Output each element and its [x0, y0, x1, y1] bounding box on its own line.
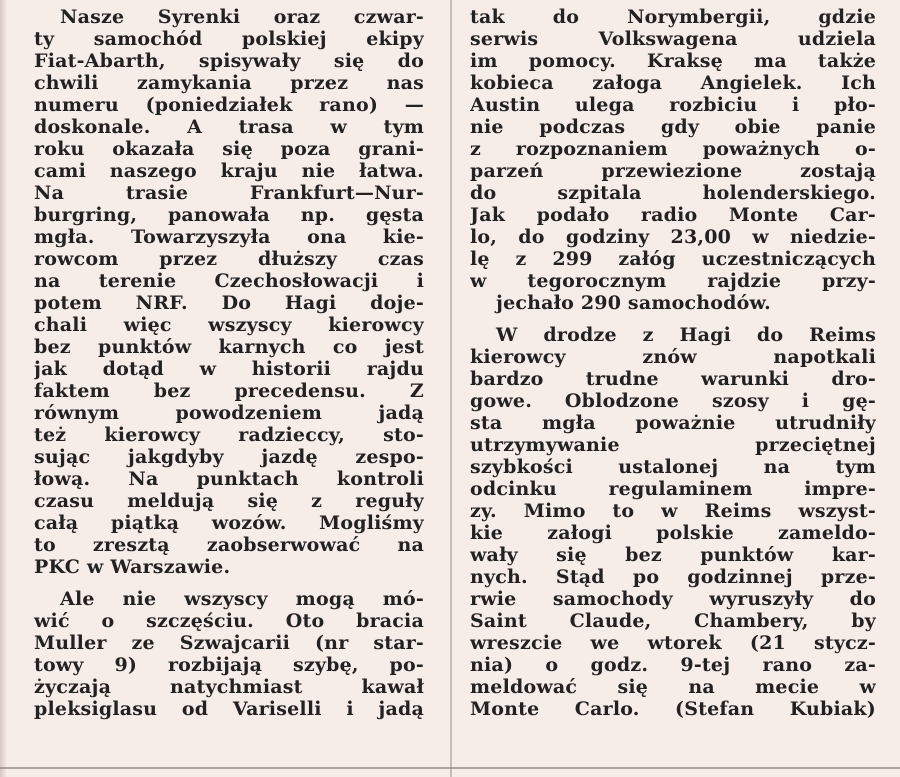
text-line: nie podczas gdy obie panie: [470, 116, 876, 138]
text-line: do szpitala holenderskiego.: [470, 182, 876, 204]
text-line: lo, do godziny 23,00 w niedzie-: [470, 226, 876, 248]
text-line: rwie samochody wyruszyły do: [470, 588, 876, 610]
paragraph-3: [470, 6, 876, 314]
text-line: lę z 299 załóg uczestniczących: [470, 248, 876, 270]
text-line: cami naszego kraju nie łatwa.: [34, 160, 424, 182]
text-line: jechało 290 samochodów.: [496, 292, 771, 314]
text-line: rowcom przez dłuższy czas: [34, 248, 424, 270]
text-line: bez punktów karnych co jest: [34, 336, 424, 358]
text-line: burgring, panowała np. gęsta: [34, 204, 424, 226]
text-line: w tegorocznym rajdzie przy-: [470, 270, 876, 292]
text-line: chali więc wszyscy kierowcy: [34, 314, 424, 336]
text-line: nia) o godz. 9-tej rano za-: [470, 654, 876, 676]
text-line: mgła. Towarzyszyła ona kie-: [34, 226, 424, 248]
text-line: z rozpoznaniem poważnych o-: [470, 138, 876, 160]
text-line: Ale nie wszyscy mogą mó-: [60, 588, 424, 610]
text-line: też kierowcy radzieccy, sto-: [34, 424, 424, 446]
text-line: wreszcie we wtorek (21 stycz-: [470, 632, 876, 654]
text-line: kobieca załoga Angielek. Ich: [470, 72, 876, 94]
text-line: towy 9) rozbijają szybę, po-: [34, 654, 424, 676]
paragraph-2: [34, 588, 424, 720]
text-line: im pomocy. Kraksę ma także: [470, 50, 876, 72]
text-line: roku okazała się poza grani-: [34, 138, 424, 160]
bottom-border: [0, 767, 900, 769]
text-line: sta mgła poważnie utrudniły: [470, 412, 876, 434]
text-line: wić o szczęściu. Oto bracia: [34, 610, 424, 632]
text-line: utrzymywanie przeciętnej: [470, 434, 876, 456]
text-line: parzeń przewiezione zostają: [470, 160, 876, 182]
text-line: odcinku regulaminem impre-: [470, 478, 876, 500]
text-line: bardzo trudne warunki dro-: [470, 368, 876, 390]
text-line: potem NRF. Do Hagi doje-: [34, 292, 424, 314]
text-line: ty samochód polskiej ekipy: [34, 28, 424, 50]
text-line: kierowcy znów napotkali: [470, 346, 876, 368]
paragraph-4: [470, 324, 876, 720]
text-line: sując jakgdyby jazdę zespo-: [34, 446, 424, 468]
text-line: PKC w Warszawie.: [34, 556, 231, 578]
text-line: serwis Volkswagena udziela: [470, 28, 876, 50]
text-line: zy. Mimo to w Reims wszyst-: [470, 500, 876, 522]
text-line: jak dotąd w historii rajdu: [34, 358, 424, 380]
text-line: czasu meldują się z reguły: [34, 490, 424, 512]
text-line: faktem bez precedensu. Z: [34, 380, 424, 402]
text-line: równym powodzeniem jadą: [34, 402, 424, 424]
text-line: Fiat-Abarth, spisywały się do: [34, 50, 424, 72]
text-line: łową. Na punktach kontroli: [34, 468, 424, 490]
column-divider: [450, 0, 452, 777]
text-line: W drodze z Hagi do Reims: [496, 324, 876, 346]
text-line: Muller ze Szwajcarii (nr star-: [34, 632, 424, 654]
text-line: kie załogi polskie zameldo-: [470, 522, 876, 544]
paper-edge: [0, 0, 7, 777]
text-line: na terenie Czechosłowacji i: [34, 270, 424, 292]
text-line: meldować się na mecie w: [470, 676, 876, 698]
text-line: doskonale. A trasa w tym: [34, 116, 424, 138]
text-line: Nasze Syrenki oraz czwar-: [60, 6, 424, 28]
text-line: gowe. Oblodzone szosy i gę-: [470, 390, 876, 412]
text-line: Austin ulega rozbiciu i pło-: [470, 94, 876, 116]
text-line: całą piątką wozów. Mogliśmy: [34, 512, 424, 534]
text-line: Saint Claude, Chambery, by: [470, 610, 876, 632]
text-line: chwili zamykania przez nas: [34, 72, 424, 94]
paragraph-1: [34, 6, 424, 578]
right-column: [470, 6, 876, 730]
text-line: pleksiglasu od Variselli i jadą: [34, 698, 424, 720]
text-line: szybkości ustalonej na tym: [470, 456, 876, 478]
text-line: numeru (poniedziałek rano) —: [34, 94, 424, 116]
left-column: [34, 6, 424, 730]
text-line: Monte Carlo. (Stefan Kubiak): [470, 698, 876, 720]
text-line: tak do Norymbergii, gdzie: [470, 6, 876, 28]
text-line: wały się bez punktów kar-: [470, 544, 876, 566]
text-line: to zresztą zaobserwować na: [34, 534, 424, 556]
text-line: nych. Stąd po godzinnej prze-: [470, 566, 876, 588]
text-line: życzają natychmiast kawał: [34, 676, 424, 698]
text-line: Jak podało radio Monte Car-: [470, 204, 876, 226]
text-line: Na trasie Frankfurt—Nur-: [34, 182, 424, 204]
